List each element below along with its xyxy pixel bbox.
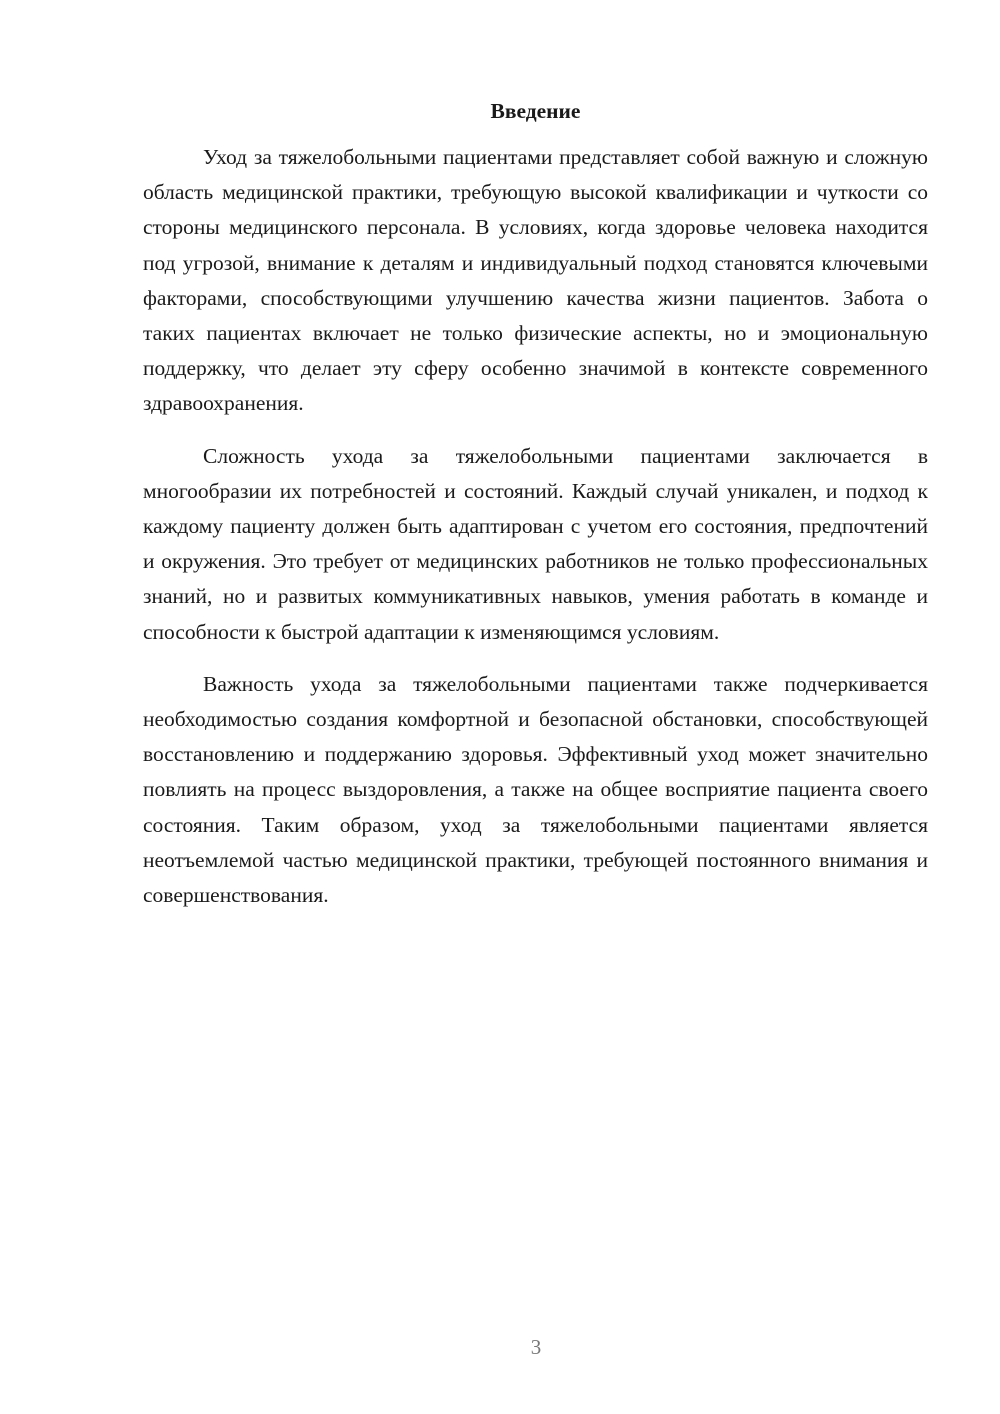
paragraph-1: Уход за тяжелобольными пациентами представляет собой важную и сложную область медицинской практики, требующую высокой квалификации и чуткости со стороны медицинского персонала. В условиях, когда здоровье человека находится под угрозой, внимание к деталям и индивидуальный подход становятся ключевыми факторами, способствующими улучшению качества жизни пациентов. Забота о таких пациентах включает не только физические аспекты, но и эмоциональную поддержку, что делает эту сферу особенно значимой в контексте современного здравоохранения. [143,145,928,416]
page-number: 3 [530,1335,542,1359]
paragraph-2: Сложность ухода за тяжелобольными пациентами заключается в многообразии их потребностей и состояний. Каждый случай уникален, и подход к каждому пациенту должен быть адаптирован с учетом его состояния, предпочтений и окружения. Это требует от медицинских работников не только профессиональных знаний, но и развитых коммуникативных навыков, умения работать в команде и способности к быстрой адаптации к изменяющимся условиям. [143,443,928,644]
page-content [143,96,928,930]
paragraph-3: Важность ухода за тяжелобольными пациентами также подчеркивается необходимостью создания комфортной и безопасной обстановки, способствующей восстановлению и поддержанию здоровья. Эффективный уход может значительно повлиять на процесс выздоровления, а также на общее восприятие пациента своего состояния. Таким образом, уход за тяжелобольными пациентами является неотъемлемой частью медицинской практики, требующей постоянного внимания и совершенствования. [143,671,928,908]
section-heading: Введение [490,99,581,123]
